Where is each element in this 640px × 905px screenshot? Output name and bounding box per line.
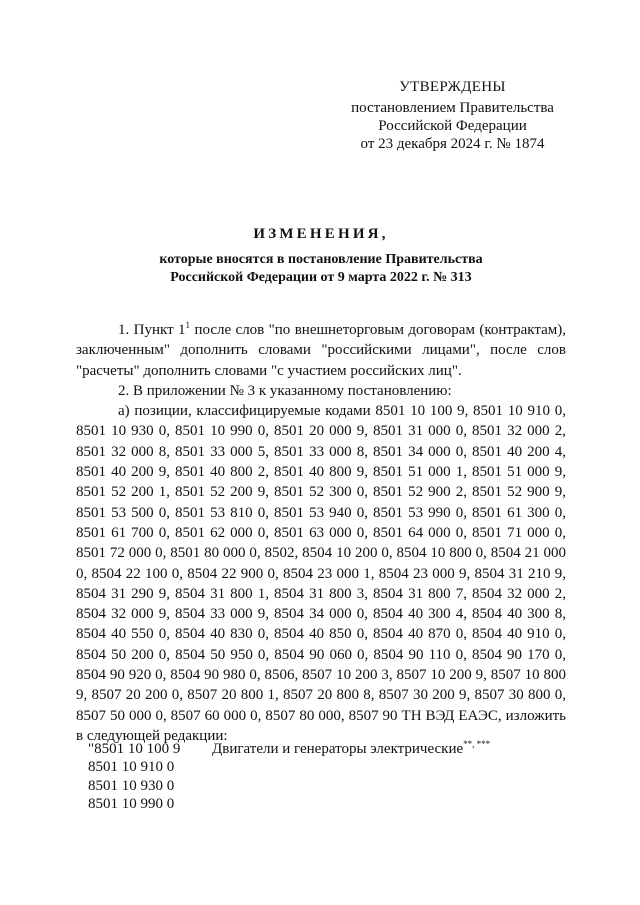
paragraph-item-2: 2. В приложении № 3 к указанному постановлению: <box>118 382 452 399</box>
code-entry: "8501 10 100 9 <box>88 741 181 757</box>
approval-stamp <box>330 78 575 153</box>
document-title-block <box>76 226 566 287</box>
codes-column <box>88 740 203 813</box>
approval-heading: УТВЕРЖДЕНЫ <box>399 79 506 95</box>
code-entry: 8501 10 990 0 <box>88 795 175 812</box>
subtitle-line: Российской Федерации от 9 марта 2022 г. № 313 <box>170 270 472 285</box>
document-subtitle <box>76 251 566 287</box>
approval-line: Российской Федерации <box>378 118 527 134</box>
codes-description-text: Двигатели и генераторы электрические <box>212 741 464 757</box>
item1-start: 1. Пункт 1 <box>118 322 186 338</box>
footnote-ref: 1 <box>185 320 191 330</box>
document-body <box>76 320 566 746</box>
item1-rest: после слов "по внешнеторговым договорам (контрактам), заключенным" дополнить словами "российскими лицами", после слов "расчеты" дополнить словами "с участием российских лиц". <box>76 322 566 379</box>
code-entry: 8501 10 930 0 <box>88 777 175 794</box>
approval-line: постановлением Правительства <box>351 100 554 116</box>
code-entry: 8501 10 910 0 <box>88 759 175 776</box>
approval-line: от 23 декабря 2024 г. № 1874 <box>360 136 545 152</box>
codes-footnote-ref: **, *** <box>463 739 491 749</box>
paragraph-item-2a: а) позиции, классифицируемые кодами 8501 10 100 9, 8501 10 910 0, 8501 10 930 0, 8501 10 990 0, 8501 20 000 9, 8501 31 000 0, 8501 32 000 2, 8501 32 000 8, 8501 33 000 5, 8501 33 000 8, 8501 34 000 0, 8501 40 200 4, 8501 40 200 9, 8501 40 800 2, 8501 40 800 9, 8501 51 000 1, 8501 51 000 9, 8501 52 200 1, 8501 52 200 9, 8501 52 300 0, 8501 52 900 2, 8501 52 900 9, 8501 53 500 0, 8501 53 810 0, 8501 53 940 0, 8501 53 990 0, 8501 61 300 0, 8501 61 700 0, 8501 62 000 0, 8501 63 000 0, 8501 64 000 0, 8501 71 000 0, 8501 72 000 0, 8501 80 000 0, 8502, 8504 10 200 0, 8504 10 800 0, 8504 21 000 0, 8504 22 100 0, 8504 22 900 0, 8504 23 000 1, 8504 23 000 9, 8504 31 210 9, 8504 31 290 9, 8504 31 800 1, 8504 31 800 3, 8504 31 800 7, 8504 32 000 2, 8504 32 000 9, 8504 33 000 9, 8504 34 000 0, 8504 40 300 4, 8504 40 300 8, 8504 40 550 0, 8504 40 830 0, 8504 40 850 0, 8504 40 870 0, 8504 40 910 0, 8504 50 200 0, 8504 50 950 0, 8504 90 060 0, 8504 90 110 0, 8504 90 170 0, 8504 90 920 0, 8504 90 980 0, 8506, 8507 10 200 3, 8507 10 200 9, 8507 10 800 9, 8507 20 200 0, 8507 20 800 1, 8507 20 800 8, 8507 30 200 9, 8507 30 800 0, 8507 50 000 0, 8507 60 000 0, 8507 80 000, 8507 90 ТН ВЭД ЕАЭС, изложить в следующей редакции: <box>76 403 566 744</box>
subtitle-line: которые вносятся в постановление Правительства <box>159 252 483 267</box>
document-title: ИЗМЕНЕНИЯ, <box>253 226 389 242</box>
paragraph-item-1 <box>76 320 566 381</box>
codes-description <box>212 740 490 758</box>
